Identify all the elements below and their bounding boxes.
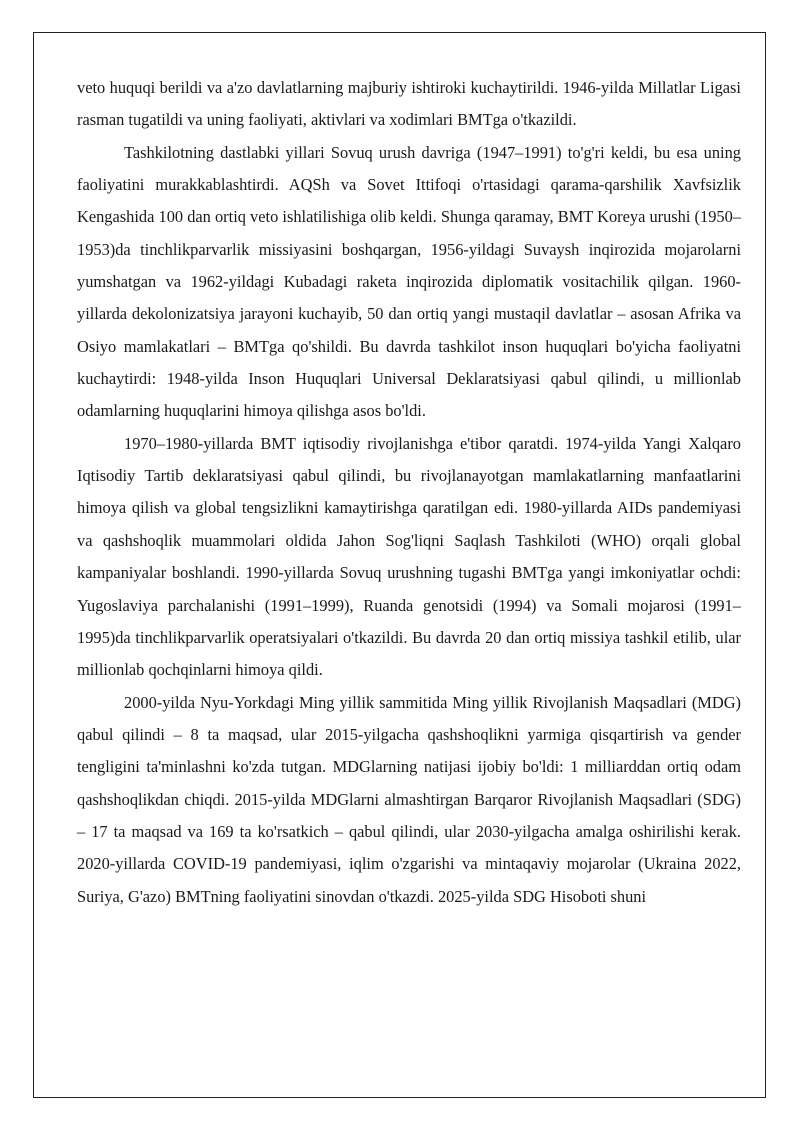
paragraph-3: 1970–1980-yillarda BMT iqtisodiy rivojlanishga e'tibor qaratdi. 1974-yilda Yangi Xalqaro Iqtisodiy Tartib deklaratsiyasi qabul qilindi, bu rivojlanayotgan mamlakatlarning manfaatlarini himoya qilish va global tengsizlikni kamaytirishga qaratilgan edi. 1980-yillarda AIDs pandemiyasi va qashshoqlik muammolari oldida Jahon Sog'liqni Saqlash Tashkiloti (WHO) orqali global kampaniyalar boshlandi. 1990-yillarda Sovuq urushning tugashi BMTga yangi imkoniyatlar ochdi: Yugoslaviya parchalanishi (1991–1999), Ruanda genotsidi (1994) va Somali mojarosi (1991–1995)da tinchlikparvarlik operatsiyalari o'tkazildi. Bu davrda 20 dan ortiq missiya tashkil etilib, ular millionlab qochqinlarni himoya qildi. [77,433,741,680]
paragraph-2: Tashkilotning dastlabki yillari Sovuq urush davriga (1947–1991) to'g'ri keldi, bu esa uning faoliyatini murakkablashtirdi. AQSh va Sovet Ittifoqi o'rtasidagi qarama-qarshilik Xavfsizlik Kengashida 100 dan ortiq veto ishlatilishiga olib keldi. Shunga qaramay, BMT Koreya urushi (1950–1953)da tinchlikparvarlik missiyasini boshqargan, 1956-yildagi Suvaysh inqirozida mojarolarni yumshatgan va 1962-yildagi Kubadagi raketa inqirozida diplomatik vositachilik qilgan. 1960-yillarda dekolonizatsiya jarayoni kuchayib, 50 dan ortiq yangi mustaqil davlatlar – asosan Afrika va Osiyo mamlakatlari – BMTga qo'shildi. Bu davrda tashkilot inson huquqlari bo'yicha faoliyatni kuchaytirdi: 1948-yilda Inson Huquqlari Universal Deklaratsiyasi qabul qilindi, u millionlab odamlarning huquqlarini himoya qilishga asos bo'ldi. [77,142,741,421]
paragraph-4: 2000-yilda Nyu-Yorkdagi Ming yillik sammitida Ming yillik Rivojlanish Maqsadlari (MDG) qabul qilindi – 8 ta maqsad, ular 2015-yilgacha qashshoqlikni yarmiga qisqartirish va gender tengligini ta'minlashni ko'zda tutgan. MDGlarning natijasi ijobiy bo'ldi: 1 milliarddan ortiq odam qashshoqlikdan chiqdi. 2015-yilda MDGlarni almashtirgan Barqaror Rivojlanish Maqsadlari (SDG) – 17 ta maqsad va 169 ta ko'rsatkich – qabul qilindi, ular 2030-yilgacha amalga oshirilishi kerak. 2020-yillarda COVID-19 pandemiyasi, iqlim o'zgarishi va mintaqaviy mojarolar (Ukraina 2022, Suriya, G'azo) BMTning faoliyatini sinovdan o'tkazdi. 2025-yilda SDG Hisoboti shuni [77,692,741,906]
document-body [77,72,741,913]
paragraph-1: veto huquqi berildi va a'zo davlatlarning majburiy ishtiroki kuchaytirildi. 1946-yilda Millatlar Ligasi rasman tugatildi va uning faoliyati, aktivlari va xodimlari BMTga o'tkazildi. [77,78,741,130]
